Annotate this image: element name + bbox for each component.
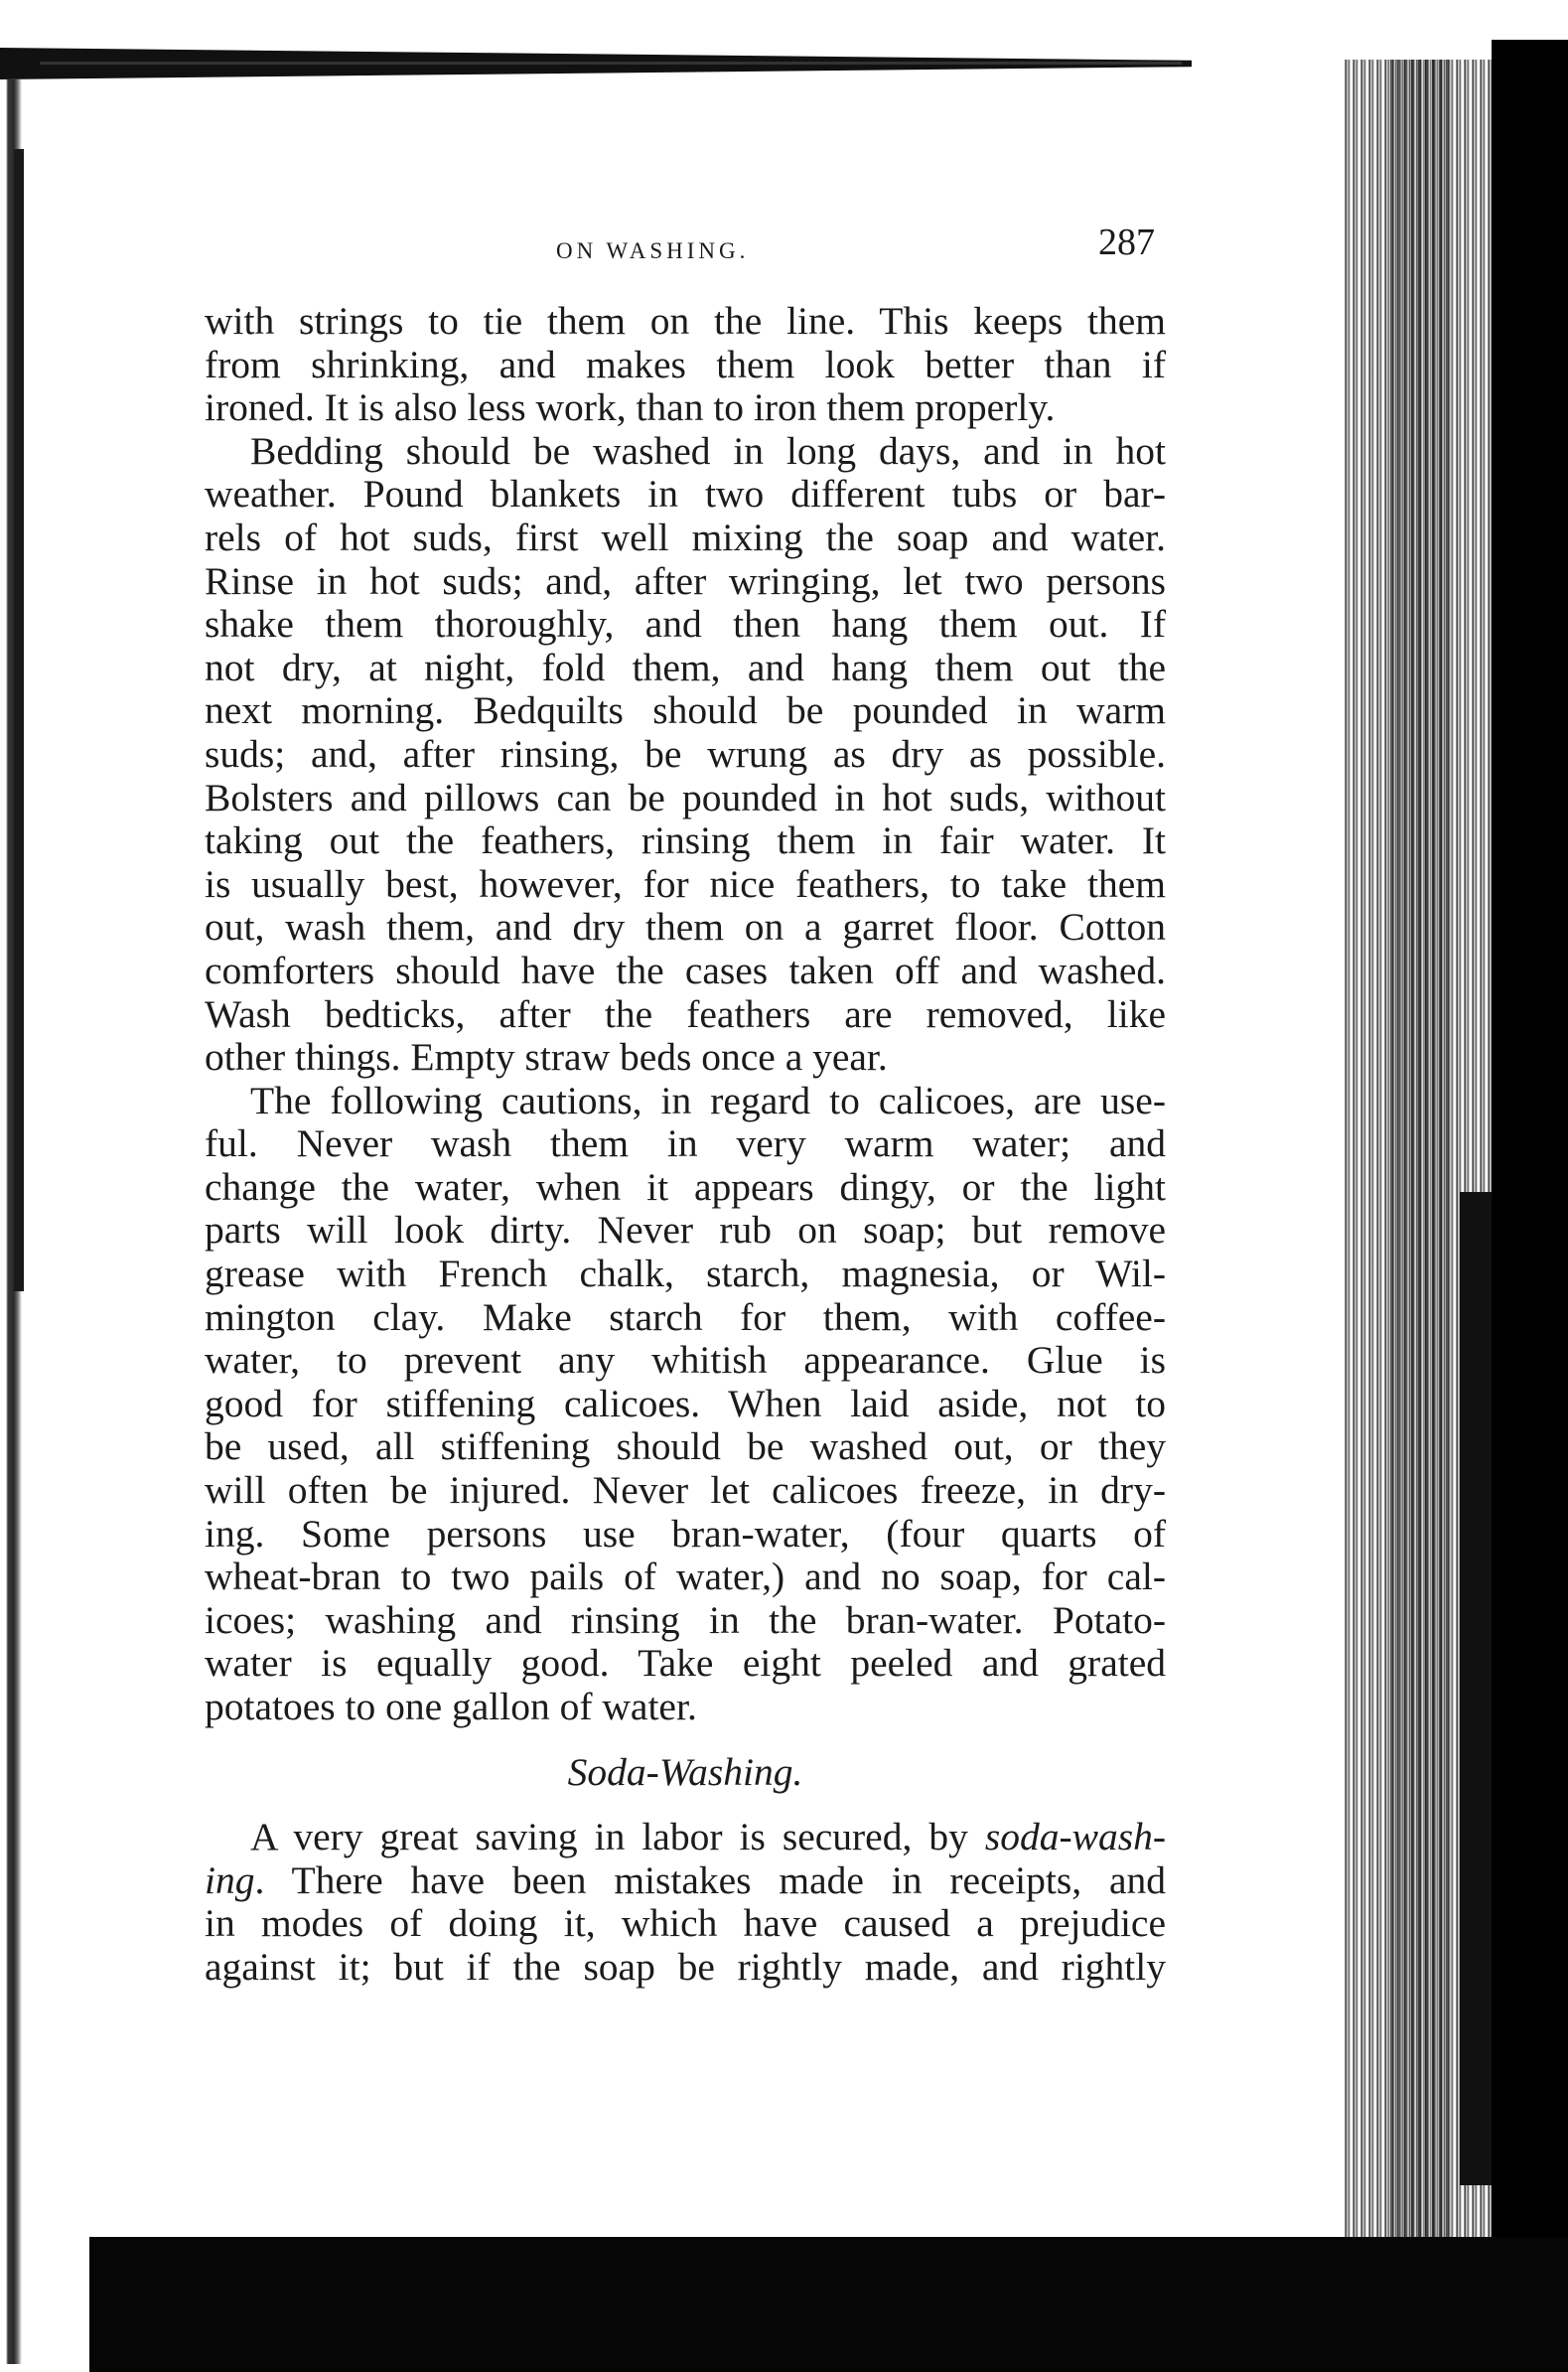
text-line xyxy=(205,1859,1166,1903)
text-line: in modes of doing it, which have caused a prejudice xyxy=(205,1902,1166,1946)
text-line: ironed. It is also less work, than to iron them properly. xyxy=(205,386,1056,430)
text-line: water is equally good. Take eight peeled and grated xyxy=(205,1642,1166,1686)
section-heading: Soda-Washing. xyxy=(567,1749,803,1794)
text-line: water, to prevent any whitish appearance. Glue is xyxy=(205,1339,1166,1383)
page-number: 287 xyxy=(1098,222,1155,263)
text-line: with strings to tie them on the line. This keeps them xyxy=(205,300,1166,343)
text-run-italic: ing xyxy=(205,1858,255,1902)
text-line: potatoes to one gallon of water. xyxy=(205,1686,697,1728)
text-run: A very great saving in labor is secured, by xyxy=(250,1816,985,1859)
text-run-italic: soda-wash- xyxy=(984,1816,1166,1859)
text-line: good for stiffening calicoes. When laid aside, not to xyxy=(205,1382,1166,1425)
text-line: will often be injured. Never let calicoes freeze, in dry- xyxy=(205,1469,1166,1513)
text-line: The following cautions, in regard to calicoes, are use- xyxy=(250,1079,1166,1122)
scan-right-shadow xyxy=(1460,1192,1492,2185)
text-line: next morning. Bedquilts should be pounded in warm xyxy=(205,689,1166,733)
scan-left-shadow xyxy=(14,149,24,1291)
running-head: ON WASHING. xyxy=(556,238,750,263)
book-page-edges-shadow xyxy=(1390,60,1450,2245)
text-line: from shrinking, and makes them look better than if xyxy=(205,343,1166,386)
scan-bottom-edge xyxy=(89,2237,1568,2372)
text-line: ful. Never wash them in very warm water; and xyxy=(205,1122,1166,1166)
text-line: change the water, when it appears dingy, or the light xyxy=(205,1165,1166,1209)
text-line: not dry, at night, fold them, and hang them out the xyxy=(205,646,1166,689)
text-line: rels of hot suds, first well mixing the soap and water. xyxy=(205,516,1166,559)
scan-top-rule xyxy=(40,62,1182,65)
text-line: parts will look dirty. Never rub on soap; but remove xyxy=(205,1209,1166,1253)
text-line: out, wash them, and dry them on a garret floor. Cotton xyxy=(205,906,1166,950)
text-line: grease with French chalk, starch, magnesia, or Wil- xyxy=(205,1253,1166,1296)
text-line: is usually best, however, for nice feathers, to take them xyxy=(205,862,1166,906)
text-line: taking out the feathers, rinsing them in fair water. It xyxy=(205,819,1166,863)
text-line: Wash bedticks, after the feathers are removed, like xyxy=(205,992,1166,1036)
text-line: be used, all stiffening should be washed out, or they xyxy=(205,1425,1166,1469)
body-text xyxy=(205,300,1166,1990)
text-line: comforters should have the cases taken off and washed. xyxy=(205,949,1166,992)
text-line: Bedding should be washed in long days, and in hot xyxy=(250,429,1166,473)
text-line: Bolsters and pillows can be pounded in hot suds, without xyxy=(205,776,1166,819)
text-line: suds; and, after rinsing, be wrung as dry as possible. xyxy=(205,732,1166,776)
scan-right-edge xyxy=(1492,40,1568,2372)
text-line xyxy=(205,1816,1166,1859)
text-run: . There have been mistakes made in receipts, and xyxy=(254,1858,1166,1902)
text-line: ing. Some persons use bran-water, (four quarts of xyxy=(205,1512,1166,1556)
text-line: Rinse in hot suds; and, after wringing, let two persons xyxy=(205,559,1166,603)
text-line: against it; but if the soap be rightly made, and rightly xyxy=(205,1945,1166,1989)
text-line: mington clay. Make starch for them, with coffee- xyxy=(205,1295,1166,1339)
text-line: other things. Empty straw beds once a year. xyxy=(205,1036,888,1080)
text-line: weather. Pound blankets in two different tubs or bar- xyxy=(205,473,1166,517)
text-line: wheat-bran to two pails of water,) and no soap, for cal- xyxy=(205,1556,1166,1599)
text-line: shake them thoroughly, and then hang them out. If xyxy=(205,603,1166,647)
text-line: icoes; washing and rinsing in the bran-water. Potato- xyxy=(205,1598,1166,1642)
